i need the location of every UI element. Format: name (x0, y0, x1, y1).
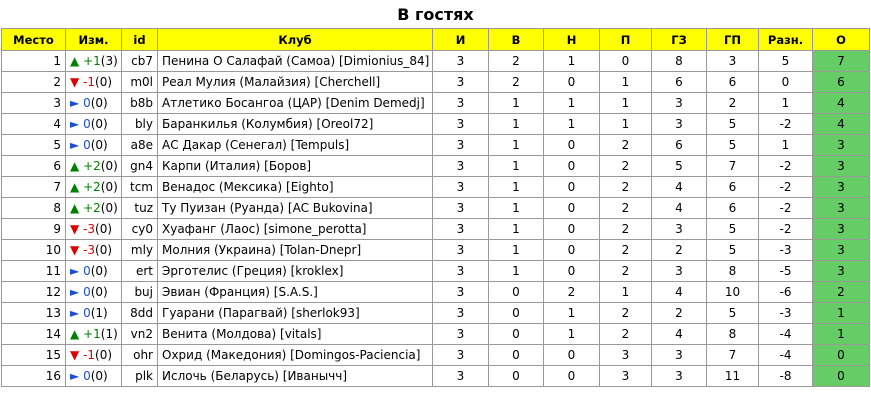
change-cell (66, 135, 122, 156)
losses-cell: 2 (600, 135, 652, 156)
points-cell: 6 (813, 72, 870, 93)
arrow-right-icon: ► (70, 117, 80, 131)
wins-cell: 1 (489, 219, 544, 240)
goals-for-cell: 4 (652, 198, 707, 219)
goals-for-cell: 5 (652, 156, 707, 177)
change-value: +2 (83, 201, 101, 215)
played-cell: 3 (433, 72, 489, 93)
change-cell (66, 51, 122, 72)
place-cell: 1 (2, 51, 66, 72)
change-cell (66, 282, 122, 303)
header-row (2, 29, 870, 51)
goals-against-cell: 5 (707, 219, 759, 240)
draws-cell: 0 (544, 345, 600, 366)
goal-diff-cell: 1 (759, 93, 813, 114)
wins-cell: 1 (489, 93, 544, 114)
goals-against-cell: 8 (707, 261, 759, 282)
change-cell (66, 240, 122, 261)
club-cell: АС Дакар (Сенегал) [Tempuls] (158, 135, 433, 156)
played-cell: 3 (433, 135, 489, 156)
club-cell: Венита (Молдова) [vitals] (158, 324, 433, 345)
column-header[interactable]: Место (2, 29, 66, 51)
arrow-down-icon: ▼ (70, 348, 80, 362)
losses-cell: 1 (600, 282, 652, 303)
change-prev: (0) (90, 264, 108, 278)
goals-for-cell: 3 (652, 261, 707, 282)
losses-cell: 2 (600, 303, 652, 324)
id-cell: bly (122, 114, 158, 135)
played-cell: 3 (433, 177, 489, 198)
change-prev: (3) (100, 54, 118, 68)
change-prev: (1) (90, 306, 108, 320)
change-prev: (0) (100, 201, 118, 215)
id-cell: buj (122, 282, 158, 303)
club-cell: Атлетико Босангоа (ЦАР) [Denim Demedj] (158, 93, 433, 114)
losses-cell: 2 (600, 156, 652, 177)
change-cell (66, 324, 122, 345)
table-row[interactable] (2, 72, 870, 93)
goals-for-cell: 3 (652, 93, 707, 114)
change-value: +1 (83, 327, 101, 341)
table-row[interactable] (2, 51, 870, 72)
goals-against-cell: 5 (707, 114, 759, 135)
table-row[interactable] (2, 93, 870, 114)
wins-cell: 0 (489, 282, 544, 303)
club-cell: Хуафанг (Лаос) [simone_perotta] (158, 219, 433, 240)
goal-diff-cell: 5 (759, 51, 813, 72)
losses-cell: 1 (600, 93, 652, 114)
arrow-up-icon: ▲ (70, 159, 80, 173)
id-cell: gn4 (122, 156, 158, 177)
played-cell: 3 (433, 345, 489, 366)
draws-cell: 0 (544, 177, 600, 198)
points-cell: 3 (813, 135, 870, 156)
change-value: -3 (83, 243, 96, 257)
place-cell: 11 (2, 261, 66, 282)
place-cell: 15 (2, 345, 66, 366)
played-cell: 3 (433, 51, 489, 72)
played-cell: 3 (433, 93, 489, 114)
goals-against-cell: 6 (707, 177, 759, 198)
change-cell (66, 219, 122, 240)
place-cell: 13 (2, 303, 66, 324)
change-value: 0 (83, 138, 91, 152)
points-cell: 4 (813, 114, 870, 135)
place-cell: 16 (2, 366, 66, 387)
goal-diff-cell: -2 (759, 156, 813, 177)
change-prev: (0) (90, 117, 108, 131)
goal-diff-cell: -2 (759, 219, 813, 240)
goals-for-cell: 2 (652, 240, 707, 261)
change-prev: (0) (90, 96, 108, 110)
id-cell: a8e (122, 135, 158, 156)
change-cell (66, 114, 122, 135)
goals-against-cell: 7 (707, 345, 759, 366)
id-cell: m0l (122, 72, 158, 93)
arrow-down-icon: ▼ (70, 243, 80, 257)
change-prev: (0) (90, 285, 108, 299)
losses-cell: 2 (600, 219, 652, 240)
id-cell: tuz (122, 198, 158, 219)
change-value: +2 (83, 180, 101, 194)
club-cell: Баранкилья (Колумбия) [Oreol72] (158, 114, 433, 135)
goals-for-cell: 3 (652, 345, 707, 366)
points-cell: 3 (813, 261, 870, 282)
place-cell: 6 (2, 156, 66, 177)
id-cell: cy0 (122, 219, 158, 240)
arrow-right-icon: ► (70, 369, 80, 383)
losses-cell: 2 (600, 177, 652, 198)
change-value: -1 (83, 75, 96, 89)
points-cell: 0 (813, 366, 870, 387)
wins-cell: 0 (489, 303, 544, 324)
goals-for-cell: 2 (652, 303, 707, 324)
draws-cell: 2 (544, 282, 600, 303)
goal-diff-cell: -2 (759, 114, 813, 135)
points-cell: 3 (813, 198, 870, 219)
points-cell: 3 (813, 156, 870, 177)
column-header[interactable]: id (122, 29, 158, 51)
column-header[interactable]: П (600, 29, 652, 51)
wins-cell: 1 (489, 135, 544, 156)
change-value: 0 (83, 264, 91, 278)
arrow-right-icon: ► (70, 96, 80, 110)
change-prev: (0) (100, 180, 118, 194)
goals-against-cell: 3 (707, 51, 759, 72)
draws-cell: 0 (544, 198, 600, 219)
id-cell: tcm (122, 177, 158, 198)
change-cell (66, 303, 122, 324)
change-prev: (0) (95, 222, 113, 236)
goal-diff-cell: -3 (759, 303, 813, 324)
played-cell: 3 (433, 261, 489, 282)
goals-against-cell: 7 (707, 156, 759, 177)
change-cell (66, 177, 122, 198)
column-header[interactable]: В (489, 29, 544, 51)
goals-against-cell: 11 (707, 366, 759, 387)
club-cell: Ислочь (Беларусь) [Иванычч] (158, 366, 433, 387)
goals-against-cell: 5 (707, 135, 759, 156)
losses-cell: 2 (600, 240, 652, 261)
goal-diff-cell: -6 (759, 282, 813, 303)
arrow-up-icon: ▲ (70, 54, 80, 68)
place-cell: 4 (2, 114, 66, 135)
draws-cell: 0 (544, 366, 600, 387)
played-cell: 3 (433, 366, 489, 387)
club-cell: Реал Мулия (Малайзия) [Cherchell] (158, 72, 433, 93)
points-cell: 4 (813, 93, 870, 114)
goal-diff-cell: -4 (759, 324, 813, 345)
arrow-up-icon: ▲ (70, 180, 80, 194)
club-cell: Пенина О Салафай (Самоа) [Dimionius_84] (158, 51, 433, 72)
arrow-right-icon: ► (70, 306, 80, 320)
column-header[interactable]: Изм. (66, 29, 122, 51)
draws-cell: 1 (544, 303, 600, 324)
losses-cell: 3 (600, 366, 652, 387)
draws-cell: 0 (544, 135, 600, 156)
change-value: +2 (83, 159, 101, 173)
goals-against-cell: 6 (707, 72, 759, 93)
goals-against-cell: 10 (707, 282, 759, 303)
place-cell: 14 (2, 324, 66, 345)
table-row[interactable] (2, 198, 870, 219)
played-cell: 3 (433, 282, 489, 303)
goals-for-cell: 3 (652, 366, 707, 387)
arrow-right-icon: ► (70, 285, 80, 299)
wins-cell: 2 (489, 72, 544, 93)
arrow-down-icon: ▼ (70, 75, 80, 89)
goal-diff-cell: 0 (759, 72, 813, 93)
club-cell: Гуарани (Парагвай) [sherlok93] (158, 303, 433, 324)
draws-cell: 0 (544, 72, 600, 93)
place-cell: 12 (2, 282, 66, 303)
losses-cell: 2 (600, 261, 652, 282)
draws-cell: 1 (544, 114, 600, 135)
change-cell (66, 72, 122, 93)
wins-cell: 0 (489, 324, 544, 345)
draws-cell: 0 (544, 156, 600, 177)
place-cell: 3 (2, 93, 66, 114)
table-row[interactable] (2, 135, 870, 156)
id-cell: ert (122, 261, 158, 282)
change-value: 0 (83, 369, 91, 383)
standings-table (1, 28, 870, 387)
goal-diff-cell: 1 (759, 135, 813, 156)
table-row[interactable] (2, 282, 870, 303)
played-cell: 3 (433, 114, 489, 135)
change-value: 0 (83, 117, 91, 131)
table-row[interactable] (2, 303, 870, 324)
table-title: В гостях (397, 5, 474, 24)
change-prev: (1) (100, 327, 118, 341)
table-row[interactable] (2, 240, 870, 261)
table-row[interactable] (2, 219, 870, 240)
goals-for-cell: 8 (652, 51, 707, 72)
arrow-right-icon: ► (70, 138, 80, 152)
points-cell: 2 (813, 282, 870, 303)
club-cell: Эрготелис (Греция) [kroklex] (158, 261, 433, 282)
change-value: 0 (83, 96, 91, 110)
column-header[interactable]: И (433, 29, 489, 51)
column-header[interactable]: О (813, 29, 870, 51)
change-cell (66, 156, 122, 177)
place-cell: 7 (2, 177, 66, 198)
goals-against-cell: 2 (707, 93, 759, 114)
change-prev: (0) (90, 138, 108, 152)
id-cell: 8dd (122, 303, 158, 324)
club-cell: Карпи (Италия) [Боров] (158, 156, 433, 177)
played-cell: 3 (433, 240, 489, 261)
goal-diff-cell: -2 (759, 198, 813, 219)
points-cell: 1 (813, 324, 870, 345)
table-row[interactable] (2, 345, 870, 366)
goals-for-cell: 4 (652, 177, 707, 198)
change-cell (66, 198, 122, 219)
arrow-up-icon: ▲ (70, 201, 80, 215)
club-cell: Венадос (Мексика) [Eighto] (158, 177, 433, 198)
played-cell: 3 (433, 219, 489, 240)
draws-cell: 0 (544, 240, 600, 261)
losses-cell: 1 (600, 72, 652, 93)
club-cell: Охрид (Македония) [Domingos-Paciencia] (158, 345, 433, 366)
column-header[interactable]: Разн. (759, 29, 813, 51)
arrow-down-icon: ▼ (70, 222, 80, 236)
change-prev: (0) (100, 159, 118, 173)
goals-against-cell: 8 (707, 324, 759, 345)
goals-for-cell: 4 (652, 324, 707, 345)
draws-cell: 1 (544, 51, 600, 72)
place-cell: 10 (2, 240, 66, 261)
change-cell (66, 93, 122, 114)
table-body (2, 51, 870, 387)
table-row[interactable] (2, 114, 870, 135)
change-value: -3 (83, 222, 96, 236)
column-header[interactable]: ГЗ (652, 29, 707, 51)
change-prev: (0) (90, 369, 108, 383)
place-cell: 2 (2, 72, 66, 93)
change-value: +1 (83, 54, 101, 68)
goal-diff-cell: -4 (759, 345, 813, 366)
wins-cell: 1 (489, 156, 544, 177)
goals-for-cell: 3 (652, 219, 707, 240)
draws-cell: 0 (544, 219, 600, 240)
points-cell: 3 (813, 240, 870, 261)
losses-cell: 1 (600, 114, 652, 135)
id-cell: mly (122, 240, 158, 261)
draws-cell: 1 (544, 93, 600, 114)
goals-against-cell: 5 (707, 240, 759, 261)
arrow-up-icon: ▲ (70, 327, 80, 341)
wins-cell: 2 (489, 51, 544, 72)
wins-cell: 1 (489, 240, 544, 261)
change-cell (66, 261, 122, 282)
losses-cell: 3 (600, 345, 652, 366)
change-prev: (0) (95, 75, 113, 89)
table-row[interactable] (2, 324, 870, 345)
points-cell: 1 (813, 303, 870, 324)
club-cell: Молния (Украина) [Tolan-Dnepr] (158, 240, 433, 261)
place-cell: 9 (2, 219, 66, 240)
goals-for-cell: 6 (652, 72, 707, 93)
played-cell: 3 (433, 303, 489, 324)
points-cell: 3 (813, 219, 870, 240)
goals-for-cell: 3 (652, 114, 707, 135)
id-cell: vn2 (122, 324, 158, 345)
goals-against-cell: 6 (707, 198, 759, 219)
place-cell: 5 (2, 135, 66, 156)
change-value: 0 (83, 306, 91, 320)
goal-diff-cell: -8 (759, 366, 813, 387)
goal-diff-cell: -3 (759, 240, 813, 261)
losses-cell: 0 (600, 51, 652, 72)
losses-cell: 2 (600, 198, 652, 219)
wins-cell: 1 (489, 261, 544, 282)
id-cell: cb7 (122, 51, 158, 72)
change-prev: (0) (95, 243, 113, 257)
id-cell: ohr (122, 345, 158, 366)
wins-cell: 1 (489, 198, 544, 219)
change-cell (66, 366, 122, 387)
wins-cell: 0 (489, 345, 544, 366)
change-value: -1 (83, 348, 96, 362)
id-cell: b8b (122, 93, 158, 114)
losses-cell: 2 (600, 324, 652, 345)
goal-diff-cell: -2 (759, 177, 813, 198)
points-cell: 7 (813, 51, 870, 72)
goals-against-cell: 5 (707, 303, 759, 324)
column-header[interactable]: Клуб (158, 29, 433, 51)
goal-diff-cell: -5 (759, 261, 813, 282)
points-cell: 3 (813, 177, 870, 198)
played-cell: 3 (433, 156, 489, 177)
points-cell: 0 (813, 345, 870, 366)
table-row[interactable] (2, 261, 870, 282)
played-cell: 3 (433, 324, 489, 345)
draws-cell: 1 (544, 324, 600, 345)
change-prev: (0) (95, 348, 113, 362)
goals-for-cell: 4 (652, 282, 707, 303)
club-cell: Эвиан (Франция) [S.A.S.] (158, 282, 433, 303)
draws-cell: 0 (544, 261, 600, 282)
arrow-right-icon: ► (70, 264, 80, 278)
table-row[interactable] (2, 156, 870, 177)
wins-cell: 1 (489, 114, 544, 135)
id-cell: plk (122, 366, 158, 387)
goals-for-cell: 6 (652, 135, 707, 156)
change-value: 0 (83, 285, 91, 299)
change-cell (66, 345, 122, 366)
table-row[interactable] (2, 177, 870, 198)
table-row[interactable] (2, 366, 870, 387)
club-cell: Ту Пуизан (Руанда) [AC Bukovina] (158, 198, 433, 219)
column-header[interactable]: Н (544, 29, 600, 51)
played-cell: 3 (433, 198, 489, 219)
wins-cell: 1 (489, 177, 544, 198)
column-header[interactable]: ГП (707, 29, 759, 51)
wins-cell: 0 (489, 366, 544, 387)
place-cell: 8 (2, 198, 66, 219)
